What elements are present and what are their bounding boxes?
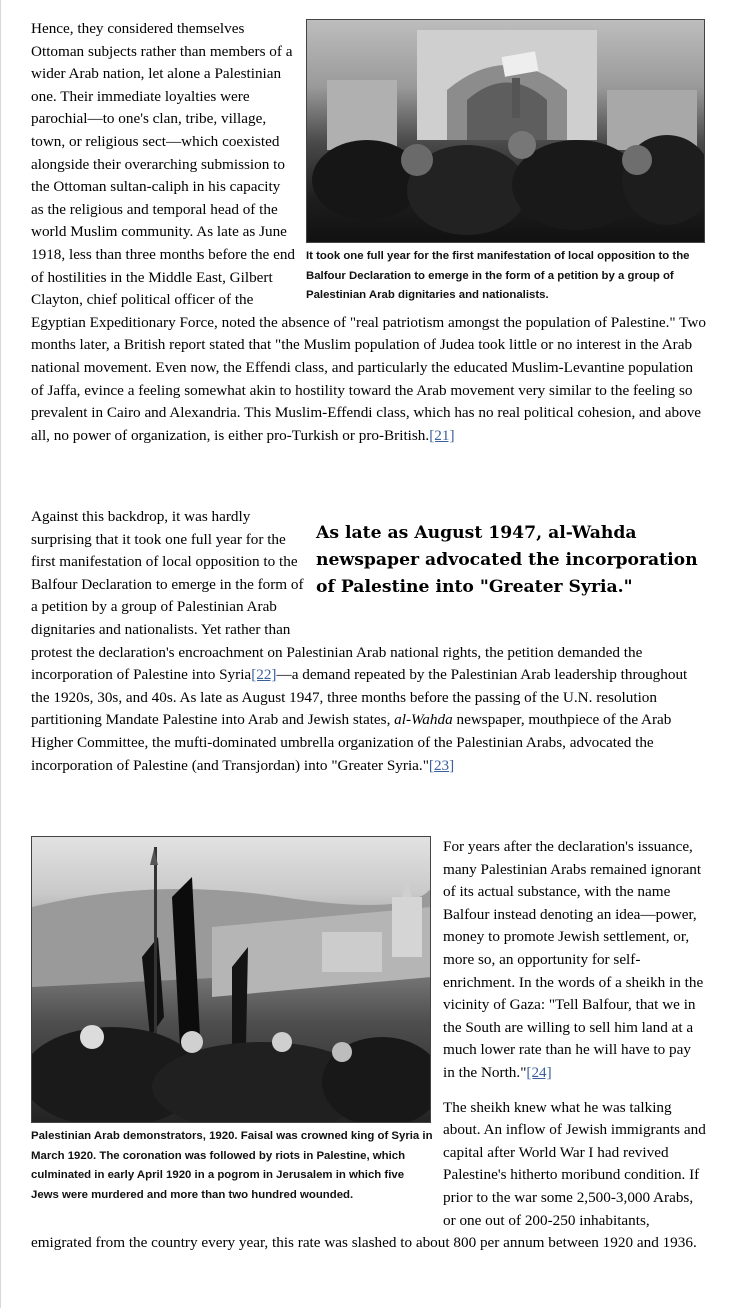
footnote-24-link[interactable]: [24] — [526, 1063, 552, 1081]
paragraph-2-text-c: newspaper, mouthpiece of the Arab Higher Committee, the mufti-dominated umbrella organization of the Palestinian Arabs, advocated the incorporation of Palestine (and Transjordan) into "Greater Syria." — [31, 711, 672, 774]
footnote-21-link[interactable]: [21] — [429, 426, 455, 444]
figure-demonstrators — [31, 836, 433, 1205]
petition-photo — [306, 19, 705, 243]
footnote-22-link[interactable]: [22] — [251, 666, 277, 684]
paragraph-2-text-a: Against this backdrop, it was hardly surprising that it took one full year for the first manifestation of local opposition to the Balfour Declaration to emerge in the form of a petition by a group of Palestinian Arab dignitaries and nationalists. Yet rather than protest the declaration's encroachment on Palestinian Arab national rights, the petition demanded the incorporation of Palestine into Syria — [31, 508, 643, 684]
paragraph-2 — [31, 506, 706, 777]
paragraph-3-text: For years after the declaration's issuance, many Palestinian Arabs remained ignorant of its actual substance, with the name Balfour instead denoting an idea—power, money to promote Jewish settlement, or, more so, an opportunity for self-enrichment. In the words of a sheikh in the vicinity of Gaza: "Tell Balfour, that we in the South are willing to sell him land at a much lower rate than he will have to pay in the North." — [443, 838, 704, 1081]
newspaper-name: al-Wahda — [394, 711, 453, 729]
paragraph-1-text: Hence, they considered themselves Ottoman subjects rather than members of a wider Arab nation, let alone a Palestinian one. Their immediate loyalties were parochial—to one's clan, tribe, village, town, or religious sect—which coexisted alongside their overarching submission to the Ottoman sultan-caliph in his capacity as the religious and temporal head of the world Muslim community. As late as June 1918, less than three months before the end of hostilities in the Middle East, Gilbert Clayton, chief political officer of the Egyptian Expeditionary Force, noted the absence of "real patriotism amongst the population of Palestine." Two months later, a British report stated that "the Muslim population of Judea took little or no interest in the Arab national movement. Even now, the Effendi class, and particularly the educated Muslim-Levantine population of Jaffa, evince a feeling somewhat akin to hostility toward the Arab movement very similar to the feeling so prevalent in Cairo and Alexandria. This Muslim-Effendi class, which has no real political cohesion, and above all, no power of organization, is either pro-Turkish or pro-British. — [31, 20, 706, 444]
paragraph-4-text: The sheikh knew what he was talking about. An inflow of Jewish immigrants and capital after World War I had revived Palestine's hitherto moribund condition. If prior to the war some 2,500-3,000 Arabs, or one out of 200-250 inhabitants, emigrated from the country every year, this rate was slashed to about 800 per annum between 1920 and 1936. — [31, 1098, 706, 1252]
footnote-23-link[interactable]: [23] — [428, 756, 455, 774]
figure-petition — [306, 18, 706, 306]
demonstrators-caption: Palestinian Arab demonstrators, 1920. Faisal was crowned king of Syria in March 1920. The coronation was followed by riots in Palestine, which culminated in early April 1920 in a pogrom in Jerusalem in which five Jews were murdered and more than two hundred wounded. — [31, 1130, 433, 1201]
article-page — [1, 0, 733, 1308]
paragraph-2-text-b: —a demand repeated by the Palestinian Arab leadership throughout the 1920s, 30s, and 40s. As late as August 1947, three months before the passing of the U.N. resolution partitioning Mandate Palestine into Arab and Jewish states, — [31, 666, 688, 729]
paragraph-3 — [31, 836, 706, 1255]
pull-quote: As late as August 1947, al-Wahda newspaper advocated the incorporation of Palestine into "Greater Syria." — [316, 523, 698, 597]
petition-caption: It took one full year for the first manifestation of local opposition to the Balfour Declaration to emerge in the form of a petition by a group of Palestinian Arab dignitaries and nationalists. — [306, 250, 690, 302]
paragraph-1 — [31, 18, 706, 447]
demonstrators-photo — [31, 836, 431, 1123]
